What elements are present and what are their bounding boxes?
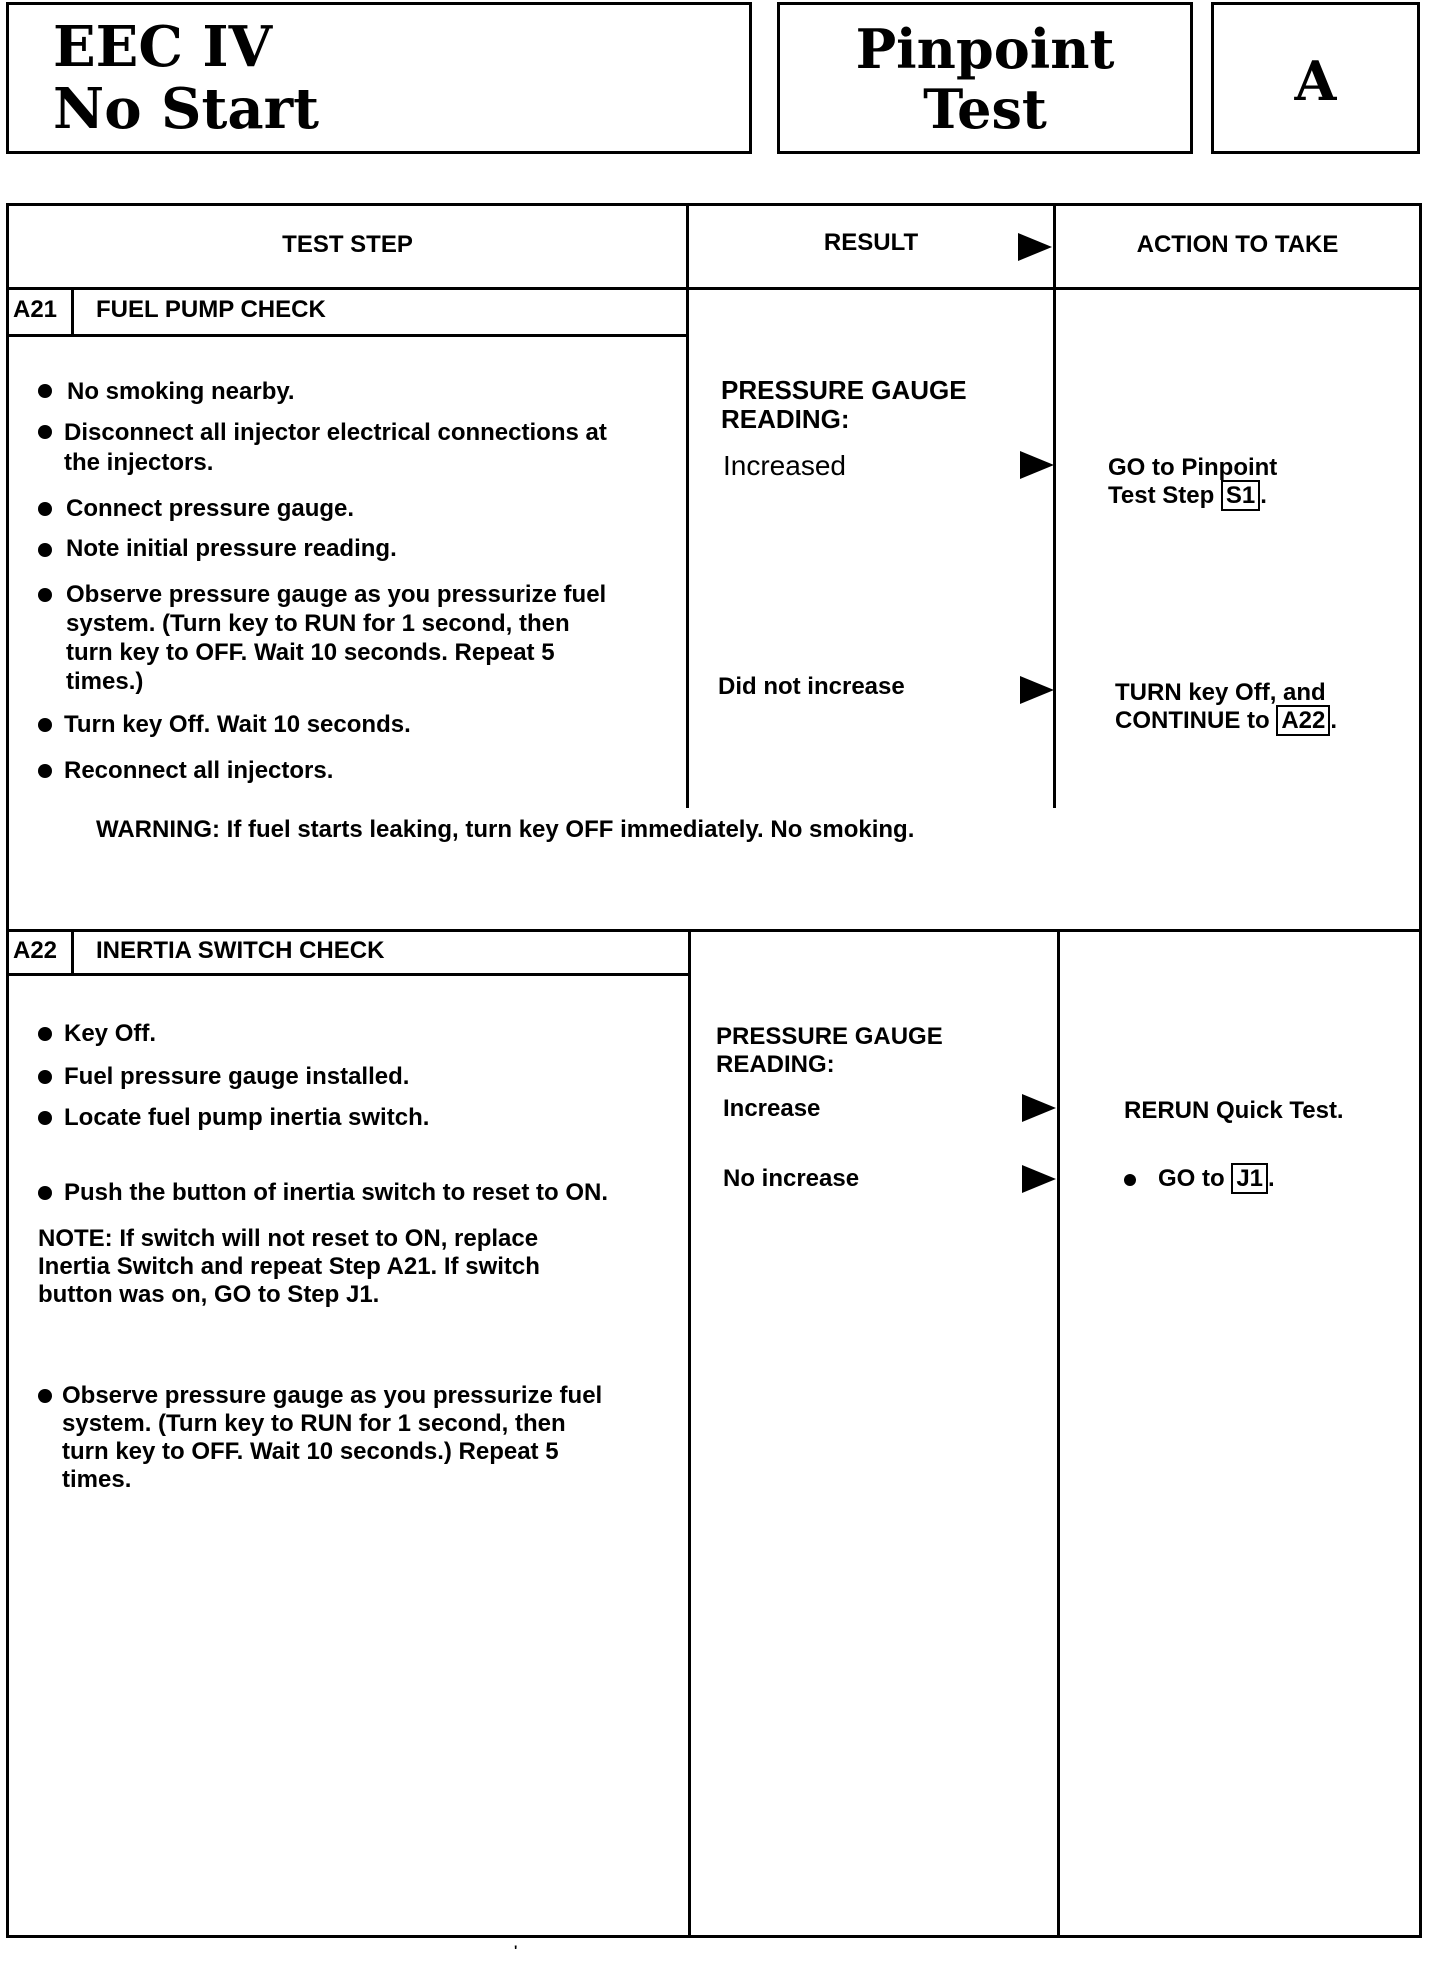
a22-action-2-text: GO to xyxy=(1158,1165,1225,1192)
a22-observe-line: Observe pressure gauge as you pressurize fuel xyxy=(62,1382,603,1409)
a21-result-2: Did not increase xyxy=(718,673,905,700)
step-title-a21: FUEL PUMP CHECK xyxy=(96,296,326,323)
pinpoint-line-1: Pinpoint xyxy=(855,17,1115,81)
a22-result-heading-2: READING: xyxy=(716,1051,835,1078)
a21-step-5-cont: turn key to OFF. Wait 10 seconds. Repeat 5 xyxy=(66,639,555,666)
step-id-a22: A22 xyxy=(13,937,58,964)
a22-observe-line: system. (Turn key to RUN for 1 second, then xyxy=(62,1410,566,1437)
a21-action-2: TURN key Off, and xyxy=(1115,679,1326,706)
a21-action-2-end: . xyxy=(1330,707,1338,734)
footer-mark: ' xyxy=(514,1942,518,1958)
a22-note-line: NOTE: If switch will not reset to ON, replace xyxy=(38,1225,539,1252)
a22-result-1: Increase xyxy=(723,1095,821,1122)
step-id-a21: A21 xyxy=(13,296,58,323)
a22-step-1: Key Off. xyxy=(64,1020,157,1047)
bullet-icon xyxy=(38,588,52,602)
bullet-icon xyxy=(1124,1174,1136,1186)
a21-warning: WARNING: If fuel starts leaking, turn key OFF immediately. No smoking. xyxy=(96,816,915,843)
arrow-icon xyxy=(1020,451,1054,479)
title-line-1: EEC IV xyxy=(53,14,273,80)
a22-action-2-ref: J1 xyxy=(1231,1163,1268,1194)
a22-action-1: RERUN Quick Test. xyxy=(1124,1097,1344,1124)
a21-action-1-text: Test Step xyxy=(1108,482,1215,509)
bullet-icon xyxy=(38,425,52,439)
a21-step-5: Observe pressure gauge as you pressurize fuel xyxy=(66,581,607,608)
a22-action-2-end: . xyxy=(1268,1165,1275,1192)
arrow-icon xyxy=(1022,1094,1056,1122)
bullet-icon xyxy=(38,1186,52,1200)
step-title-a22: INERTIA SWITCH CHECK xyxy=(96,937,385,964)
a21-step-5-cont: times.) xyxy=(66,668,144,695)
pinpoint-test-box xyxy=(777,2,1193,154)
a22-observe-line: turn key to OFF. Wait 10 seconds.) Repeat 5 xyxy=(62,1438,559,1465)
test-letter-box xyxy=(1211,2,1420,154)
bullet-icon xyxy=(38,764,52,778)
a21-step-4: Note initial pressure reading. xyxy=(66,535,397,562)
title-line-2: No Start xyxy=(53,76,319,142)
a21-step-6: Turn key Off. Wait 10 seconds. xyxy=(64,711,411,738)
a21-step-2-cont: the injectors. xyxy=(64,449,214,476)
a21-action-2-text: CONTINUE to xyxy=(1115,707,1270,734)
bullet-icon xyxy=(38,718,52,732)
a21-action-1: GO to Pinpoint xyxy=(1108,454,1278,481)
a21-action-2-line-2 xyxy=(1115,706,1337,735)
column-header-action: ACTION TO TAKE xyxy=(1136,231,1339,258)
a21-step-1: No smoking nearby. xyxy=(67,378,295,405)
bullet-icon xyxy=(38,1389,52,1403)
column-header-test-step: TEST STEP xyxy=(282,231,413,258)
a21-step-3: Connect pressure gauge. xyxy=(66,495,355,522)
a22-step-2: Fuel pressure gauge installed. xyxy=(64,1063,410,1090)
a22-note-line: Inertia Switch and repeat Step A21. If switch xyxy=(38,1253,540,1280)
a22-step-4: Push the button of inertia switch to reset to ON. xyxy=(64,1179,609,1206)
a22-note-line: button was on, GO to Step J1. xyxy=(38,1281,380,1308)
title-box xyxy=(6,2,752,154)
arrow-icon xyxy=(1020,676,1054,704)
pinpoint-line-2: Test xyxy=(923,77,1047,141)
column-header-result: RESULT xyxy=(823,229,919,256)
a22-result-2: No increase xyxy=(723,1165,860,1192)
a21-result-heading-2: READING: xyxy=(721,404,850,434)
a21-step-2: Disconnect all injector electrical connections at xyxy=(64,419,607,446)
result-arrow-icon xyxy=(1018,233,1052,261)
test-letter: A xyxy=(1294,49,1337,113)
bullet-icon xyxy=(38,384,52,398)
arrow-icon xyxy=(1022,1165,1056,1193)
bullet-icon xyxy=(38,1111,52,1125)
a22-action-2 xyxy=(1158,1164,1275,1193)
a22-step-3: Locate fuel pump inertia switch. xyxy=(64,1104,430,1131)
bullet-icon xyxy=(38,1027,52,1041)
a21-action-2-ref: A22 xyxy=(1276,705,1330,736)
a21-step-7: Reconnect all injectors. xyxy=(64,757,334,784)
a21-result-heading: PRESSURE GAUGE xyxy=(721,375,967,405)
a21-action-1-end: . xyxy=(1260,482,1267,509)
bullet-icon xyxy=(38,1070,52,1084)
a21-action-1-ref: S1 xyxy=(1221,480,1260,511)
a21-result-1: Increased xyxy=(723,450,846,481)
a22-observe-line: times. xyxy=(62,1466,132,1493)
a21-step-5-cont: system. (Turn key to RUN for 1 second, then xyxy=(66,610,570,637)
a22-result-heading: PRESSURE GAUGE xyxy=(716,1023,943,1050)
bullet-icon xyxy=(38,543,52,557)
a21-action-1-line-2 xyxy=(1108,481,1267,510)
bullet-icon xyxy=(38,502,52,516)
